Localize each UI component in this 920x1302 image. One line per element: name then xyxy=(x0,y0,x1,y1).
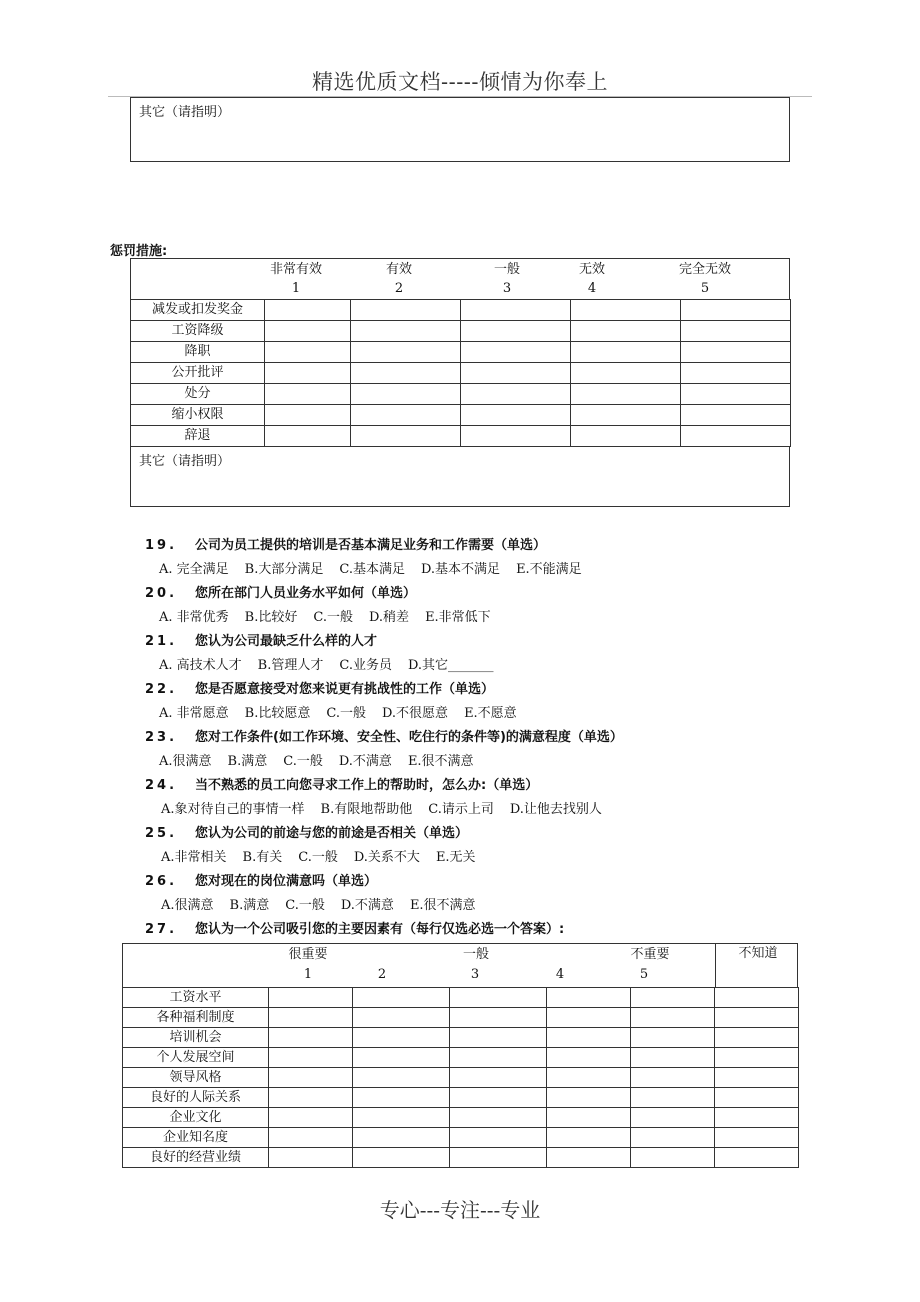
punishment-rating-cell[interactable] xyxy=(681,384,791,405)
answer-option[interactable]: C.一般 xyxy=(326,706,366,721)
question-number: 27. xyxy=(145,922,178,937)
punishment-title: 惩罚措施: xyxy=(110,244,168,259)
factors-scale-num: 2 xyxy=(377,967,387,982)
punishment-row-label: 降职 xyxy=(131,342,265,363)
punishment-rating-cell[interactable] xyxy=(351,384,461,405)
answer-option[interactable]: C.请示上司 xyxy=(428,802,494,817)
question-options xyxy=(145,848,623,872)
factor-rating-cell[interactable] xyxy=(547,1008,631,1028)
factors-scale-num: 3 xyxy=(470,967,480,982)
question xyxy=(145,536,623,560)
question-options xyxy=(145,608,623,632)
answer-option[interactable]: B.大部分满足 xyxy=(244,562,324,577)
question xyxy=(145,776,623,800)
factor-rating-cell[interactable] xyxy=(269,1128,353,1148)
question xyxy=(145,680,623,704)
answer-option[interactable]: D.关系不大 xyxy=(353,850,420,865)
factor-row xyxy=(123,1108,799,1128)
answer-option[interactable]: D.基本不满足 xyxy=(420,562,501,577)
answer-option[interactable]: D.其它_______ xyxy=(407,658,494,673)
punishment-rating-cell[interactable] xyxy=(351,426,461,447)
question-text: 您认为公司的前途与您的前途是否相关（单选） xyxy=(195,826,469,841)
factor-rating-cell[interactable] xyxy=(631,1108,715,1128)
punishment-header xyxy=(130,258,790,299)
punishment-rating-cell[interactable] xyxy=(461,342,571,363)
punishment-rating-cell[interactable] xyxy=(265,321,351,342)
factor-row xyxy=(123,988,799,1008)
question-text: 您所在部门人员业务水平如何（单选） xyxy=(195,586,417,601)
question-text: 公司为员工提供的培训是否基本满足业务和工作需要（单选） xyxy=(195,538,547,553)
answer-option[interactable]: A.象对待自己的事情一样 xyxy=(161,802,305,817)
factor-rating-cell[interactable] xyxy=(353,1128,450,1148)
factor-rating-cell[interactable] xyxy=(353,1088,450,1108)
answer-option[interactable]: A.非常相关 xyxy=(161,850,227,865)
question-number: 24. xyxy=(145,778,178,793)
factor-rating-cell[interactable] xyxy=(353,1008,450,1028)
factor-row xyxy=(123,1088,799,1108)
factor-row-label: 各种福利制度 xyxy=(123,1008,269,1028)
punishment-rating-cell[interactable] xyxy=(265,384,351,405)
factor-rating-cell[interactable] xyxy=(450,1048,547,1068)
answer-option[interactable]: E.很不满意 xyxy=(409,898,476,913)
factor-rating-cell[interactable] xyxy=(715,1088,799,1108)
question-number: 22. xyxy=(145,682,178,697)
factor-row xyxy=(123,1008,799,1028)
punishment-other-label: 其它（请指明） xyxy=(139,454,231,469)
page-footer: 专心---专注---专业 xyxy=(379,1198,541,1222)
answer-option[interactable]: B.比较愿意 xyxy=(244,706,311,721)
factor-rating-cell[interactable] xyxy=(631,1068,715,1088)
factor-rating-cell[interactable] xyxy=(353,1148,450,1168)
question-number: 26. xyxy=(145,874,178,889)
question xyxy=(145,728,623,752)
punishment-rating-cell[interactable] xyxy=(351,342,461,363)
factors-unknown-label: 不知道 xyxy=(715,944,800,988)
factor-rating-cell[interactable] xyxy=(547,1148,631,1168)
factor-rating-cell[interactable] xyxy=(450,1148,547,1168)
factor-row-label: 良好的经营业绩 xyxy=(123,1148,269,1168)
punishment-rating-cell[interactable] xyxy=(681,363,791,384)
punishment-row-label: 缩小权限 xyxy=(131,405,265,426)
factors-scale-label: 不重要 xyxy=(630,947,670,962)
punishment-rating-cell[interactable] xyxy=(461,363,571,384)
punishment-rating-cell[interactable] xyxy=(681,426,791,447)
factor-rating-cell[interactable] xyxy=(631,1128,715,1148)
question xyxy=(145,872,623,896)
factor-rating-cell[interactable] xyxy=(715,1148,799,1168)
punishment-rating-cell[interactable] xyxy=(681,342,791,363)
question-text: 您对现在的岗位满意吗（单选） xyxy=(195,874,378,889)
factor-rating-cell[interactable] xyxy=(450,988,547,1008)
answer-option[interactable]: A. 完全满足 xyxy=(159,562,229,577)
factor-rating-cell[interactable] xyxy=(715,1068,799,1088)
punishment-rating-cell[interactable] xyxy=(265,363,351,384)
punishment-col-num: 1 xyxy=(291,281,301,296)
punishment-rating-cell[interactable] xyxy=(461,384,571,405)
punishment-row xyxy=(131,342,791,363)
punishment-col-label: 无效 xyxy=(578,262,605,277)
factors-grid xyxy=(122,987,799,1168)
question xyxy=(145,584,623,608)
punishment-row-label: 公开批评 xyxy=(131,363,265,384)
factor-rating-cell[interactable] xyxy=(715,1108,799,1128)
question-options xyxy=(145,896,623,920)
punishment-row xyxy=(131,405,791,426)
punishment-col-num: 3 xyxy=(502,281,512,296)
answer-option[interactable]: C.业务员 xyxy=(339,658,392,673)
punishment-rating-cell[interactable] xyxy=(681,405,791,426)
top-other-label: 其它（请指明） xyxy=(139,105,231,120)
factor-rating-cell[interactable] xyxy=(450,1008,547,1028)
answer-option[interactable]: D.不满意 xyxy=(338,754,392,769)
question-number: 25. xyxy=(145,826,178,841)
factor-row-label: 良好的人际关系 xyxy=(123,1088,269,1108)
factor-rating-cell[interactable] xyxy=(353,1048,450,1068)
punishment-rating-cell[interactable] xyxy=(571,384,681,405)
top-other-box[interactable] xyxy=(130,97,790,162)
factor-rating-cell[interactable] xyxy=(269,1008,353,1028)
punishment-rating-cell[interactable] xyxy=(265,300,351,321)
punishment-rating-cell[interactable] xyxy=(571,321,681,342)
punishment-rating-cell[interactable] xyxy=(681,321,791,342)
page-header-title: 精选优质文档-----倾情为你奉上 xyxy=(312,70,608,94)
punishment-rating-cell[interactable] xyxy=(461,405,571,426)
factor-rating-cell[interactable] xyxy=(269,1048,353,1068)
factor-rating-cell[interactable] xyxy=(450,1128,547,1148)
question-text: 您认为一个公司吸引您的主要因素有（每行仅选必选一个答案）: xyxy=(195,922,565,937)
factor-row-label: 个人发展空间 xyxy=(123,1048,269,1068)
factor-row xyxy=(123,1148,799,1168)
factor-row xyxy=(123,1128,799,1148)
punishment-rating-cell[interactable] xyxy=(265,405,351,426)
factor-row xyxy=(123,1028,799,1048)
factor-row xyxy=(123,1068,799,1088)
punishment-col-label: 一般 xyxy=(493,262,520,277)
punishment-rating-cell[interactable] xyxy=(571,426,681,447)
punishment-other-box[interactable] xyxy=(130,447,790,507)
factor-rating-cell[interactable] xyxy=(715,988,799,1008)
factor-row xyxy=(123,1048,799,1068)
punishment-rating-cell[interactable] xyxy=(571,300,681,321)
question-text: 您对工作条件(如工作环境、安全性、吃住行的条件等)的满意程度（单选） xyxy=(195,730,623,745)
factor-row-label: 工资水平 xyxy=(123,988,269,1008)
punishment-grid xyxy=(130,299,791,447)
answer-option[interactable]: E.非常低下 xyxy=(425,610,491,625)
answer-option[interactable]: C.一般 xyxy=(298,850,338,865)
factors-scale-label: 一般 xyxy=(462,947,489,962)
factor-rating-cell[interactable] xyxy=(269,1088,353,1108)
answer-option[interactable]: A. 非常优秀 xyxy=(159,610,229,625)
factor-rating-cell[interactable] xyxy=(269,1068,353,1088)
answer-option[interactable]: D.让他去找别人 xyxy=(509,802,602,817)
punishment-col-num: 4 xyxy=(587,281,597,296)
punishment-col-label: 有效 xyxy=(385,262,412,277)
question xyxy=(145,632,623,656)
factors-scale-num: 5 xyxy=(639,967,649,982)
factor-rating-cell[interactable] xyxy=(547,1028,631,1048)
answer-option[interactable]: E.很不满意 xyxy=(407,754,474,769)
factors-scale-num: 1 xyxy=(303,967,313,982)
factor-rating-cell[interactable] xyxy=(353,1068,450,1088)
factor-rating-cell[interactable] xyxy=(547,988,631,1008)
question-number: 21. xyxy=(145,634,178,649)
factor-rating-cell[interactable] xyxy=(269,1108,353,1128)
punishment-rating-cell[interactable] xyxy=(351,321,461,342)
punishment-col-label: 非常有效 xyxy=(269,262,322,277)
factor-rating-cell[interactable] xyxy=(631,1028,715,1048)
punishment-rating-cell[interactable] xyxy=(571,363,681,384)
answer-option[interactable]: B.有限地帮助他 xyxy=(320,802,413,817)
punishment-col-label: 完全无效 xyxy=(678,262,731,277)
factor-rating-cell[interactable] xyxy=(631,1088,715,1108)
answer-option[interactable]: D.稍差 xyxy=(368,610,410,625)
punishment-rating-cell[interactable] xyxy=(461,300,571,321)
punishment-col-num: 5 xyxy=(700,281,710,296)
question xyxy=(145,920,623,944)
answer-option[interactable]: A. 非常愿意 xyxy=(159,706,229,721)
question-text: 当不熟悉的员工向您寻求工作上的帮助时，怎么办:（单选） xyxy=(195,778,539,793)
punishment-row xyxy=(131,384,791,405)
answer-option[interactable]: B.满意 xyxy=(227,754,268,769)
punishment-col-num: 2 xyxy=(394,281,404,296)
factors-table xyxy=(122,943,798,1168)
factor-rating-cell[interactable] xyxy=(269,1148,353,1168)
factor-row-label: 企业知名度 xyxy=(123,1128,269,1148)
punishment-rating-cell[interactable] xyxy=(461,321,571,342)
question-number: 23. xyxy=(145,730,178,745)
factor-rating-cell[interactable] xyxy=(450,1088,547,1108)
factors-scale-num: 4 xyxy=(555,967,565,982)
factor-rating-cell[interactable] xyxy=(547,1128,631,1148)
factor-rating-cell[interactable] xyxy=(547,1108,631,1128)
answer-option[interactable]: E.不愿意 xyxy=(464,706,517,721)
question-text: 您认为公司最缺乏什么样的人才 xyxy=(195,634,378,649)
question-options xyxy=(145,800,623,824)
answer-option[interactable]: A.很满意 xyxy=(161,898,214,913)
punishment-rating-cell[interactable] xyxy=(571,342,681,363)
question-options xyxy=(145,704,623,728)
punishment-rating-cell[interactable] xyxy=(265,342,351,363)
answer-option[interactable]: C.一般 xyxy=(285,898,325,913)
question-options xyxy=(145,560,623,584)
answer-option[interactable]: B.满意 xyxy=(229,898,270,913)
factors-scale-label: 很重要 xyxy=(288,947,328,962)
factor-rating-cell[interactable] xyxy=(547,1048,631,1068)
question-list xyxy=(145,536,623,944)
punishment-rating-cell[interactable] xyxy=(351,405,461,426)
factor-row-label: 领导风格 xyxy=(123,1068,269,1088)
punishment-rating-cell[interactable] xyxy=(351,363,461,384)
question-options xyxy=(145,656,623,680)
punishment-rating-cell[interactable] xyxy=(265,426,351,447)
answer-option[interactable]: A. 高技术人才 xyxy=(159,658,242,673)
punishment-row-label: 处分 xyxy=(131,384,265,405)
answer-option[interactable]: B.比较好 xyxy=(244,610,298,625)
factor-rating-cell[interactable] xyxy=(715,1028,799,1048)
punishment-rating-cell[interactable] xyxy=(571,405,681,426)
factor-rating-cell[interactable] xyxy=(631,1148,715,1168)
answer-option[interactable]: B.管理人才 xyxy=(257,658,324,673)
answer-option[interactable]: E.无关 xyxy=(435,850,476,865)
factor-rating-cell[interactable] xyxy=(353,988,450,1008)
factor-rating-cell[interactable] xyxy=(353,1108,450,1128)
question-options xyxy=(145,752,623,776)
factor-rating-cell[interactable] xyxy=(715,1128,799,1148)
question xyxy=(145,824,623,848)
factor-row-label: 培训机会 xyxy=(123,1028,269,1048)
factor-rating-cell[interactable] xyxy=(715,1008,799,1028)
question-text: 您是否愿意接受对您来说更有挑战性的工作（单选） xyxy=(195,682,495,697)
punishment-row xyxy=(131,426,791,447)
factor-rating-cell[interactable] xyxy=(269,1028,353,1048)
factor-rating-cell[interactable] xyxy=(715,1048,799,1068)
punishment-rating-cell[interactable] xyxy=(681,300,791,321)
question-number: 19. xyxy=(145,538,178,553)
factor-rating-cell[interactable] xyxy=(450,1068,547,1088)
factor-rating-cell[interactable] xyxy=(450,1108,547,1128)
answer-option[interactable]: B.有关 xyxy=(242,850,283,865)
answer-option[interactable]: C.一般 xyxy=(283,754,323,769)
punishment-rating-cell[interactable] xyxy=(351,300,461,321)
answer-option[interactable]: D.不很愿意 xyxy=(381,706,449,721)
factor-rating-cell[interactable] xyxy=(547,1088,631,1108)
punishment-row xyxy=(131,300,791,321)
factor-rating-cell[interactable] xyxy=(631,1048,715,1068)
punishment-row-label: 辞退 xyxy=(131,426,265,447)
punishment-rating-cell[interactable] xyxy=(461,426,571,447)
answer-option[interactable]: D.不满意 xyxy=(340,898,394,913)
factors-header xyxy=(122,943,798,987)
factor-rating-cell[interactable] xyxy=(269,988,353,1008)
factor-rating-cell[interactable] xyxy=(450,1028,547,1048)
factor-rating-cell[interactable] xyxy=(353,1028,450,1048)
factor-rating-cell[interactable] xyxy=(547,1068,631,1088)
factor-rating-cell[interactable] xyxy=(631,988,715,1008)
answer-option[interactable]: E.不能满足 xyxy=(516,562,582,577)
answer-option[interactable]: A.很满意 xyxy=(159,754,212,769)
punishment-row xyxy=(131,363,791,384)
factor-row-label: 企业文化 xyxy=(123,1108,269,1128)
answer-option[interactable]: C.基本满足 xyxy=(339,562,405,577)
punishment-table xyxy=(130,258,790,507)
punishment-row-label: 工资降级 xyxy=(131,321,265,342)
punishment-row-label: 减发或扣发奖金 xyxy=(131,300,265,321)
answer-option[interactable]: C.一般 xyxy=(313,610,353,625)
punishment-row xyxy=(131,321,791,342)
question-number: 20. xyxy=(145,586,178,601)
factor-rating-cell[interactable] xyxy=(631,1008,715,1028)
